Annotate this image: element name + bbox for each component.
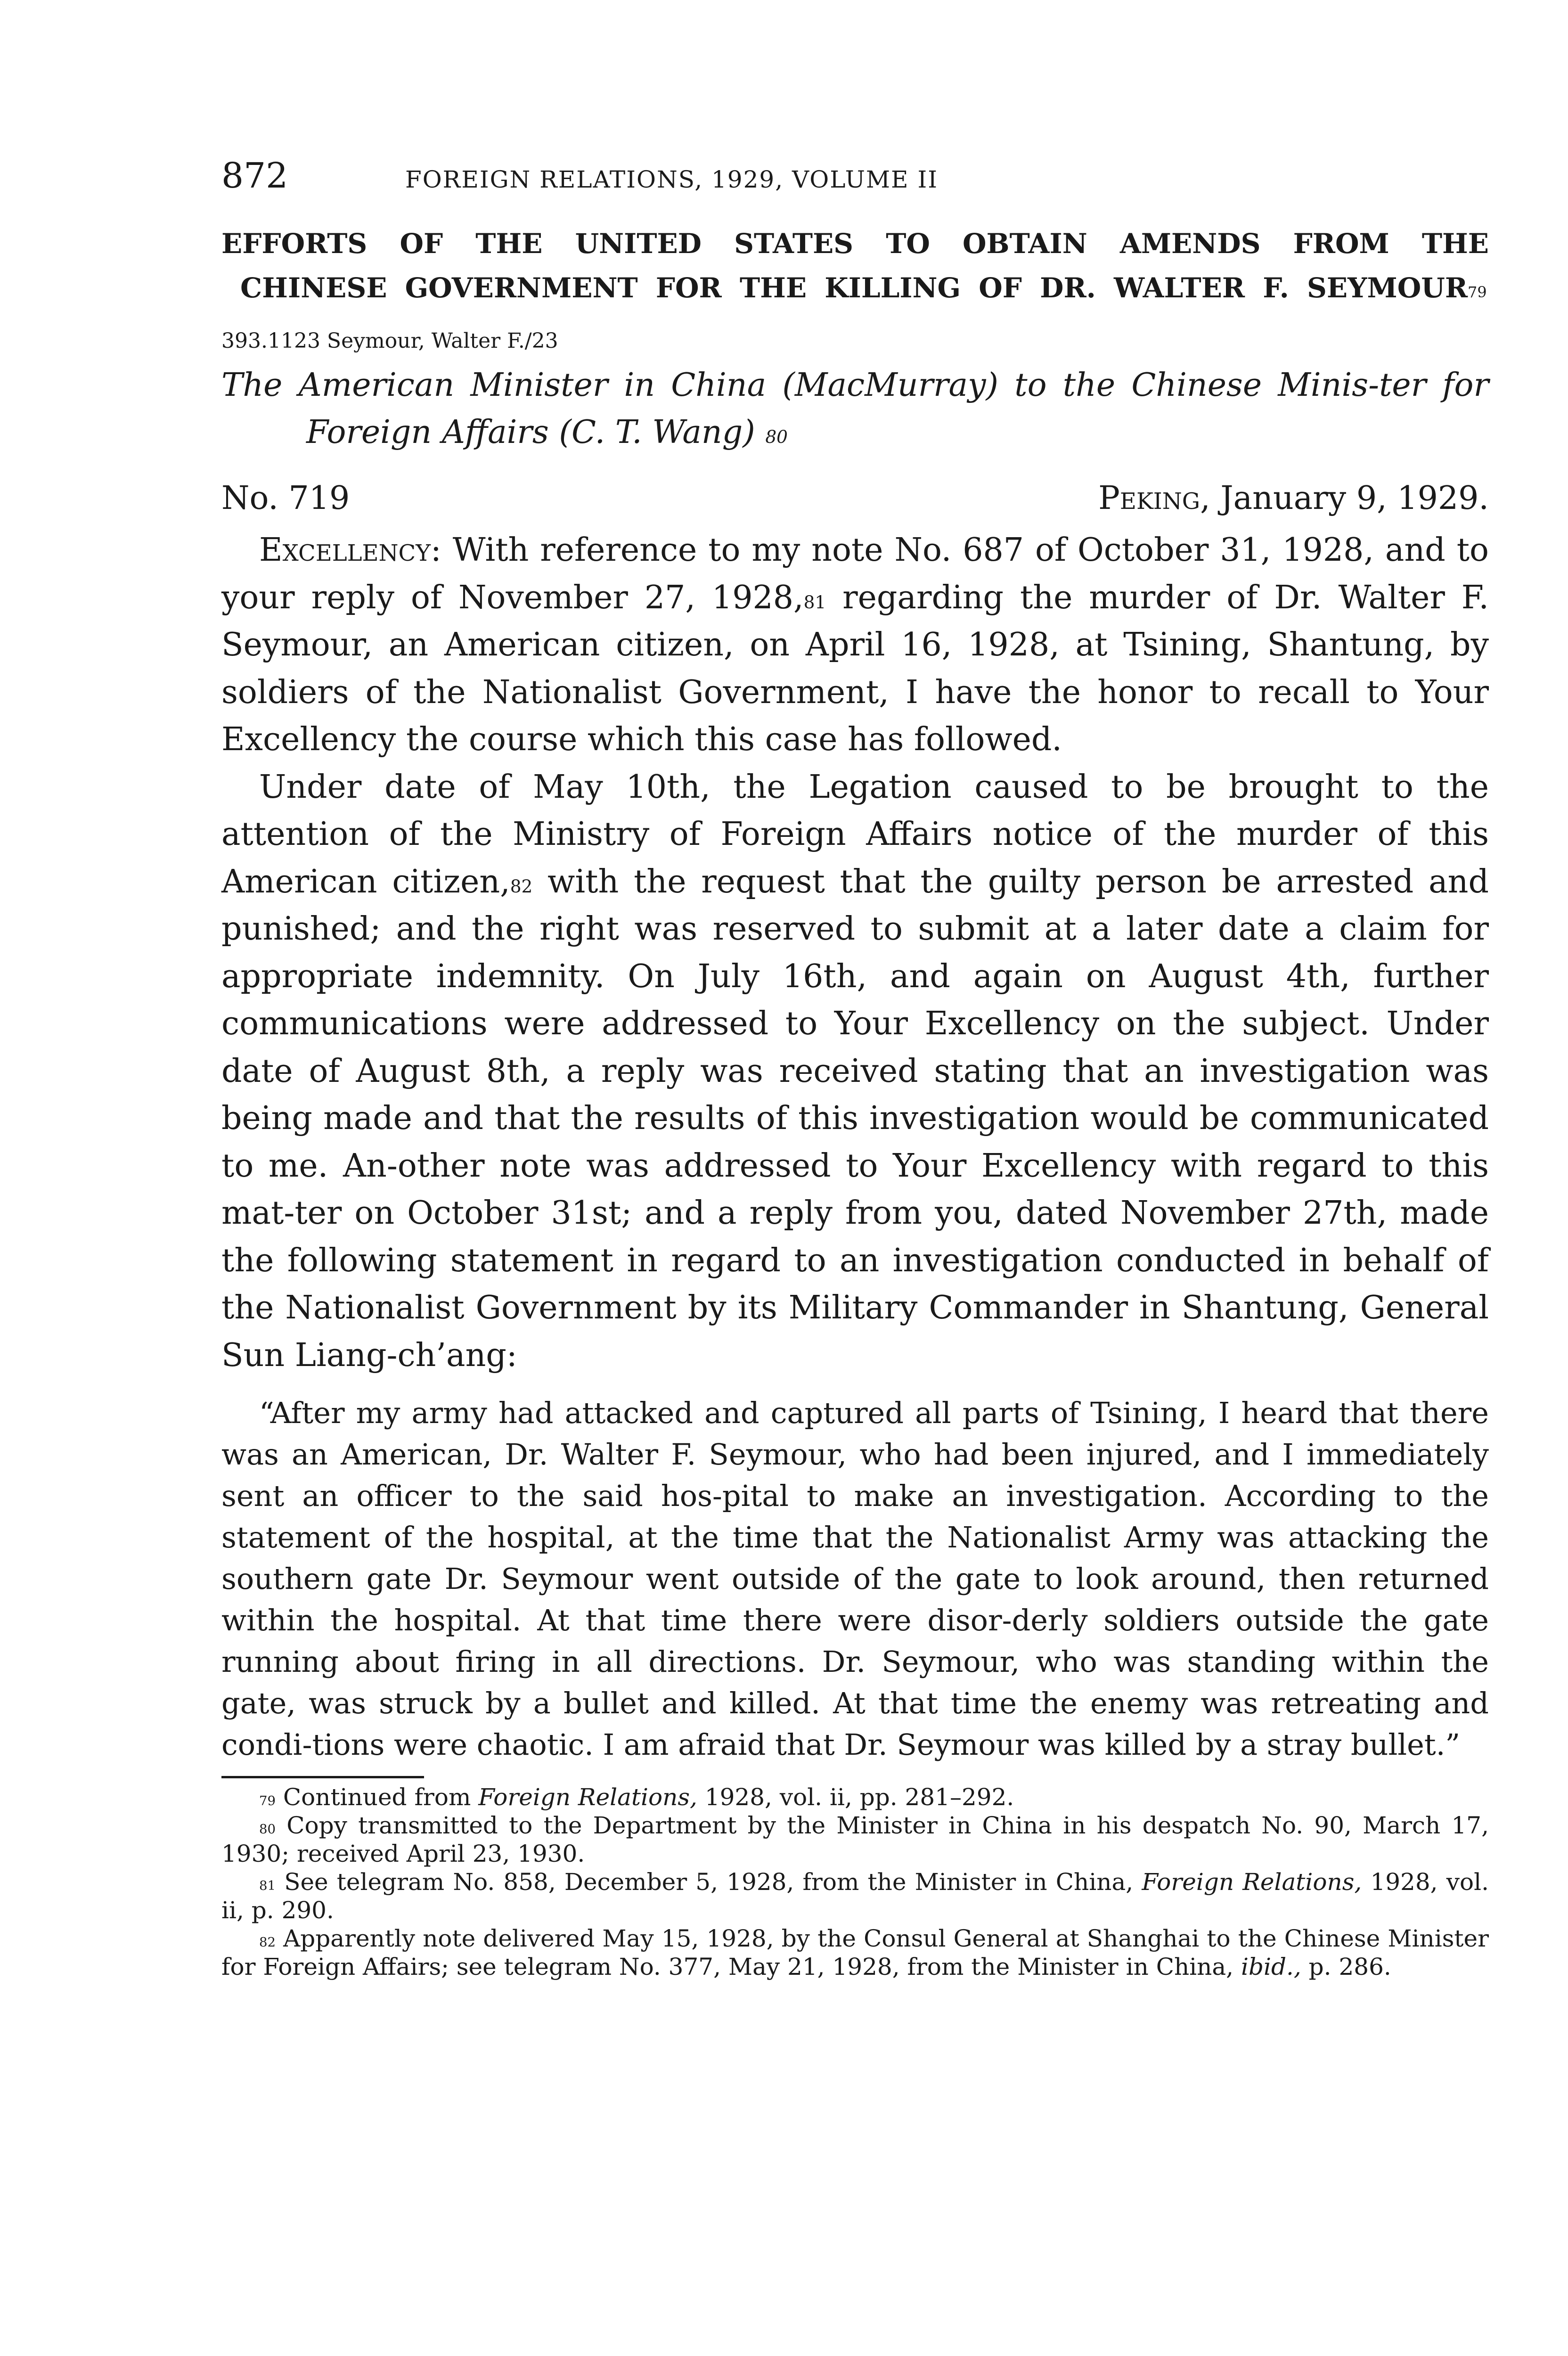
footnote-divider <box>221 1776 424 1778</box>
footnote-italic: Foreign Relations, <box>478 1783 697 1811</box>
footnote-text: Continued from <box>283 1783 471 1811</box>
footnote-mark: 80 <box>259 1822 276 1837</box>
date: January 9, 1929. <box>1220 480 1489 517</box>
section-title-text: EFFORTS OF THE UNITED STATES TO OBTAIN AMENDS FROM THE CHINESE GOVERNMENT FOR THE KILLING OF DR. WALTER F. SEYMOUR <box>221 228 1489 304</box>
page <box>221 155 1489 1981</box>
footnote-80 <box>221 1811 1489 1868</box>
paragraph-2 <box>221 764 1489 1380</box>
heading-footnote-ref[interactable]: 80 <box>765 426 788 447</box>
salutation: Excellency: <box>259 532 441 569</box>
footnote-mark: 79 <box>259 1793 276 1808</box>
dateline <box>221 480 1489 527</box>
paragraph-2-text-b: with the request that the guilty person be arrested and punished; and the right was reserved to submit at a later date a claim for appropriate indemnity. On July 16th, and again on August 4th, further communications were addressed to Your Excellency on the subject. Under date of August 8th, a reply was received stating that an investigation was being made and that the results of this investigation would be communicated to me. An-other note was addressed to Your Excellency with regard to this mat-ter on October 31st; and a reply from you, dated November 27th, made the following statement in regard to an investigation conducted in behalf of the Nationalist Government by its Military Commander in Shantung, General Sun Liang-ch’ang: <box>221 863 1489 1374</box>
paragraph-1 <box>221 527 1489 764</box>
footnote-mark: 82 <box>259 1935 276 1950</box>
document-heading <box>221 362 1489 456</box>
place-date <box>1098 480 1489 527</box>
footnote-ref-82[interactable]: 82 <box>510 875 533 897</box>
footnote-82 <box>221 1924 1489 1981</box>
footnote-ref-81[interactable]: 81 <box>803 591 826 613</box>
footnote-text: 1928, vol. ii, p. 290. <box>221 1868 1489 1924</box>
paragraph-2-text-a: Under date of May 10th, the Legation caused to be brought to the attention of the Ministry of Foreign Affairs notice of the murder of this American citizen, <box>221 768 1489 900</box>
paragraph-1-text-b: regarding the murder of Dr. Walter F. Seymour, an American citizen, on April 16, 1928, at Tsining, Shantung, by soldiers of the Nationalist Government, I have the honor to recall to Your Excellency the course which this case has followed. <box>221 579 1489 758</box>
footnote-81 <box>221 1868 1489 1924</box>
document-number: No. 719 <box>221 480 350 517</box>
footnote-text: Copy transmitted to the Department by the Minister in China in his despatch No. 90, March 17, 1930; received April 23, 1930. <box>221 1812 1489 1867</box>
footnote-text: See telegram No. 858, December 5, 1928, from the Minister in China, <box>284 1868 1134 1896</box>
place: Peking, <box>1098 480 1210 517</box>
section-title-footnote-ref[interactable]: 79 <box>1468 283 1487 301</box>
page-number: 872 <box>221 155 288 196</box>
footnote-mark: 81 <box>259 1878 276 1893</box>
footnote-text: Apparently note delivered May 15, 1928, by the Consul General at Shanghai to the Chinese Minister for Foreign Affairs; see telegram No. 377, May 21, 1928, from the Minister in China, <box>221 1925 1489 1980</box>
footnote-text: p. 286. <box>1308 1953 1391 1980</box>
section-title <box>221 221 1489 310</box>
running-title: FOREIGN RELATIONS, 1929, VOLUME II <box>405 166 938 193</box>
block-quote: “After my army had attacked and captured all parts of Tsining, I heard that there was an American, Dr. Walter F. Seymour, who had been injured, and I immediately sent an officer to the said hos-pital to make an investigation. According to the statement of the hospital, at the time that the Nationalist Army was attacking the southern gate Dr. Seymour went outside of the gate to look around, then returned within the hospital. At that time there were disor-derly soldiers outside the gate running about firing in all directions. Dr. Seymour, who was standing within the gate, was struck by a bullet and killed. At that time the enemy was retreating and condi-tions were chaotic. I am afraid that Dr. Seymour was killed by a stray bullet.” <box>221 1396 1489 1762</box>
running-head <box>221 155 1489 212</box>
footnote-italic: ibid., <box>1241 1953 1301 1980</box>
footnote-79 <box>221 1783 1489 1811</box>
paragraph-1-text-a: With reference to my note No. 687 of October 31, 1928, and to your reply of November 27, 1928, <box>221 532 1489 616</box>
document-heading-text: The American Minister in China (MacMurray) to the Chinese Minis-ter for Foreign Affairs (C. T. Wang) <box>221 367 1489 451</box>
footnote-text: 1928, vol. ii, pp. 281–292. <box>704 1783 1014 1811</box>
footnote-italic: Foreign Relations, <box>1142 1868 1362 1896</box>
file-number: 393.1123 Seymour, Walter F./23 <box>221 329 558 353</box>
